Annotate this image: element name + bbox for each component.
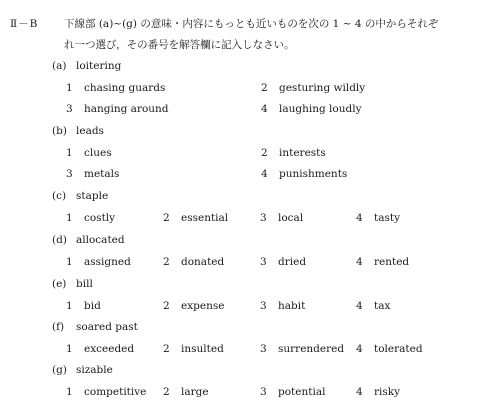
choice: 2 donated xyxy=(163,256,225,268)
instruction-header xyxy=(10,14,474,56)
choices-c xyxy=(0,208,480,228)
question-c xyxy=(0,186,480,206)
choice: 1 chasing guards xyxy=(66,82,166,94)
choice: 3 metals xyxy=(66,168,120,180)
choices-a-row-2 xyxy=(0,99,480,119)
choices-b-row-2 xyxy=(0,164,480,184)
choice: 4 punishments xyxy=(261,168,348,180)
instruction-text-line-1: 下線部 (a)~(g) の意味・内容にもっとも近いものを次の 1 ~ 4 の中からそれぞ xyxy=(64,18,439,30)
choices-d xyxy=(0,252,480,272)
question-label: (d) xyxy=(52,234,67,246)
choice: 4 tasty xyxy=(356,212,401,224)
question-word: soared past xyxy=(76,321,138,333)
choice: 4 risky xyxy=(356,386,401,398)
choice: 3 local xyxy=(260,212,304,224)
choice: 1 assigned xyxy=(66,256,131,268)
choices-f xyxy=(0,339,480,359)
choices-g xyxy=(0,382,480,402)
question-label: (g) xyxy=(52,364,67,376)
choice: 1 bid xyxy=(66,300,101,312)
question-f xyxy=(0,317,480,337)
choice: 1 costly xyxy=(66,212,116,224)
choice: 2 large xyxy=(163,386,209,398)
choice: 2 essential xyxy=(163,212,229,224)
choice: 3 dried xyxy=(260,256,307,268)
choice: 3 hanging around xyxy=(66,103,169,115)
choice: 4 tax xyxy=(356,300,391,312)
instruction-text-line-2: れ一つ選び，その番号を解答欄に記入しなさい。 xyxy=(64,39,295,51)
choice: 2 interests xyxy=(261,147,326,159)
question-label: (c) xyxy=(52,190,67,202)
choice: 1 exceeded xyxy=(66,343,135,355)
choice: 3 surrendered xyxy=(260,343,345,355)
choice: 3 potential xyxy=(260,386,326,398)
question-label: (e) xyxy=(52,278,67,290)
choice: 4 tolerated xyxy=(356,343,423,355)
choice: 3 habit xyxy=(260,300,306,312)
choice: 2 gesturing wildly xyxy=(261,82,366,94)
choice: 4 laughing loudly xyxy=(261,103,362,115)
question-word: loitering xyxy=(76,60,122,72)
choices-b-row-1 xyxy=(0,143,480,163)
question-word: staple xyxy=(76,190,109,202)
question-b xyxy=(0,121,480,141)
question-word: leads xyxy=(76,125,104,137)
choice: 2 insulted xyxy=(163,343,224,355)
question-a xyxy=(0,56,480,76)
choices-e xyxy=(0,296,480,316)
question-word: bill xyxy=(76,278,93,290)
question-word: allocated xyxy=(76,234,125,246)
question-label: (a) xyxy=(52,60,67,72)
question-label: (f) xyxy=(52,321,65,333)
question-d xyxy=(0,230,480,250)
section-label: Ⅱ－B xyxy=(10,18,39,30)
choice: 4 rented xyxy=(356,256,410,268)
question-label: (b) xyxy=(52,125,67,137)
choice: 2 expense xyxy=(163,300,225,312)
choices-a-row-1 xyxy=(0,78,480,98)
choice: 1 competitive xyxy=(66,386,147,398)
question-word: sizable xyxy=(76,364,113,376)
question-g xyxy=(0,360,480,380)
question-e xyxy=(0,274,480,294)
choice: 1 clues xyxy=(66,147,112,159)
